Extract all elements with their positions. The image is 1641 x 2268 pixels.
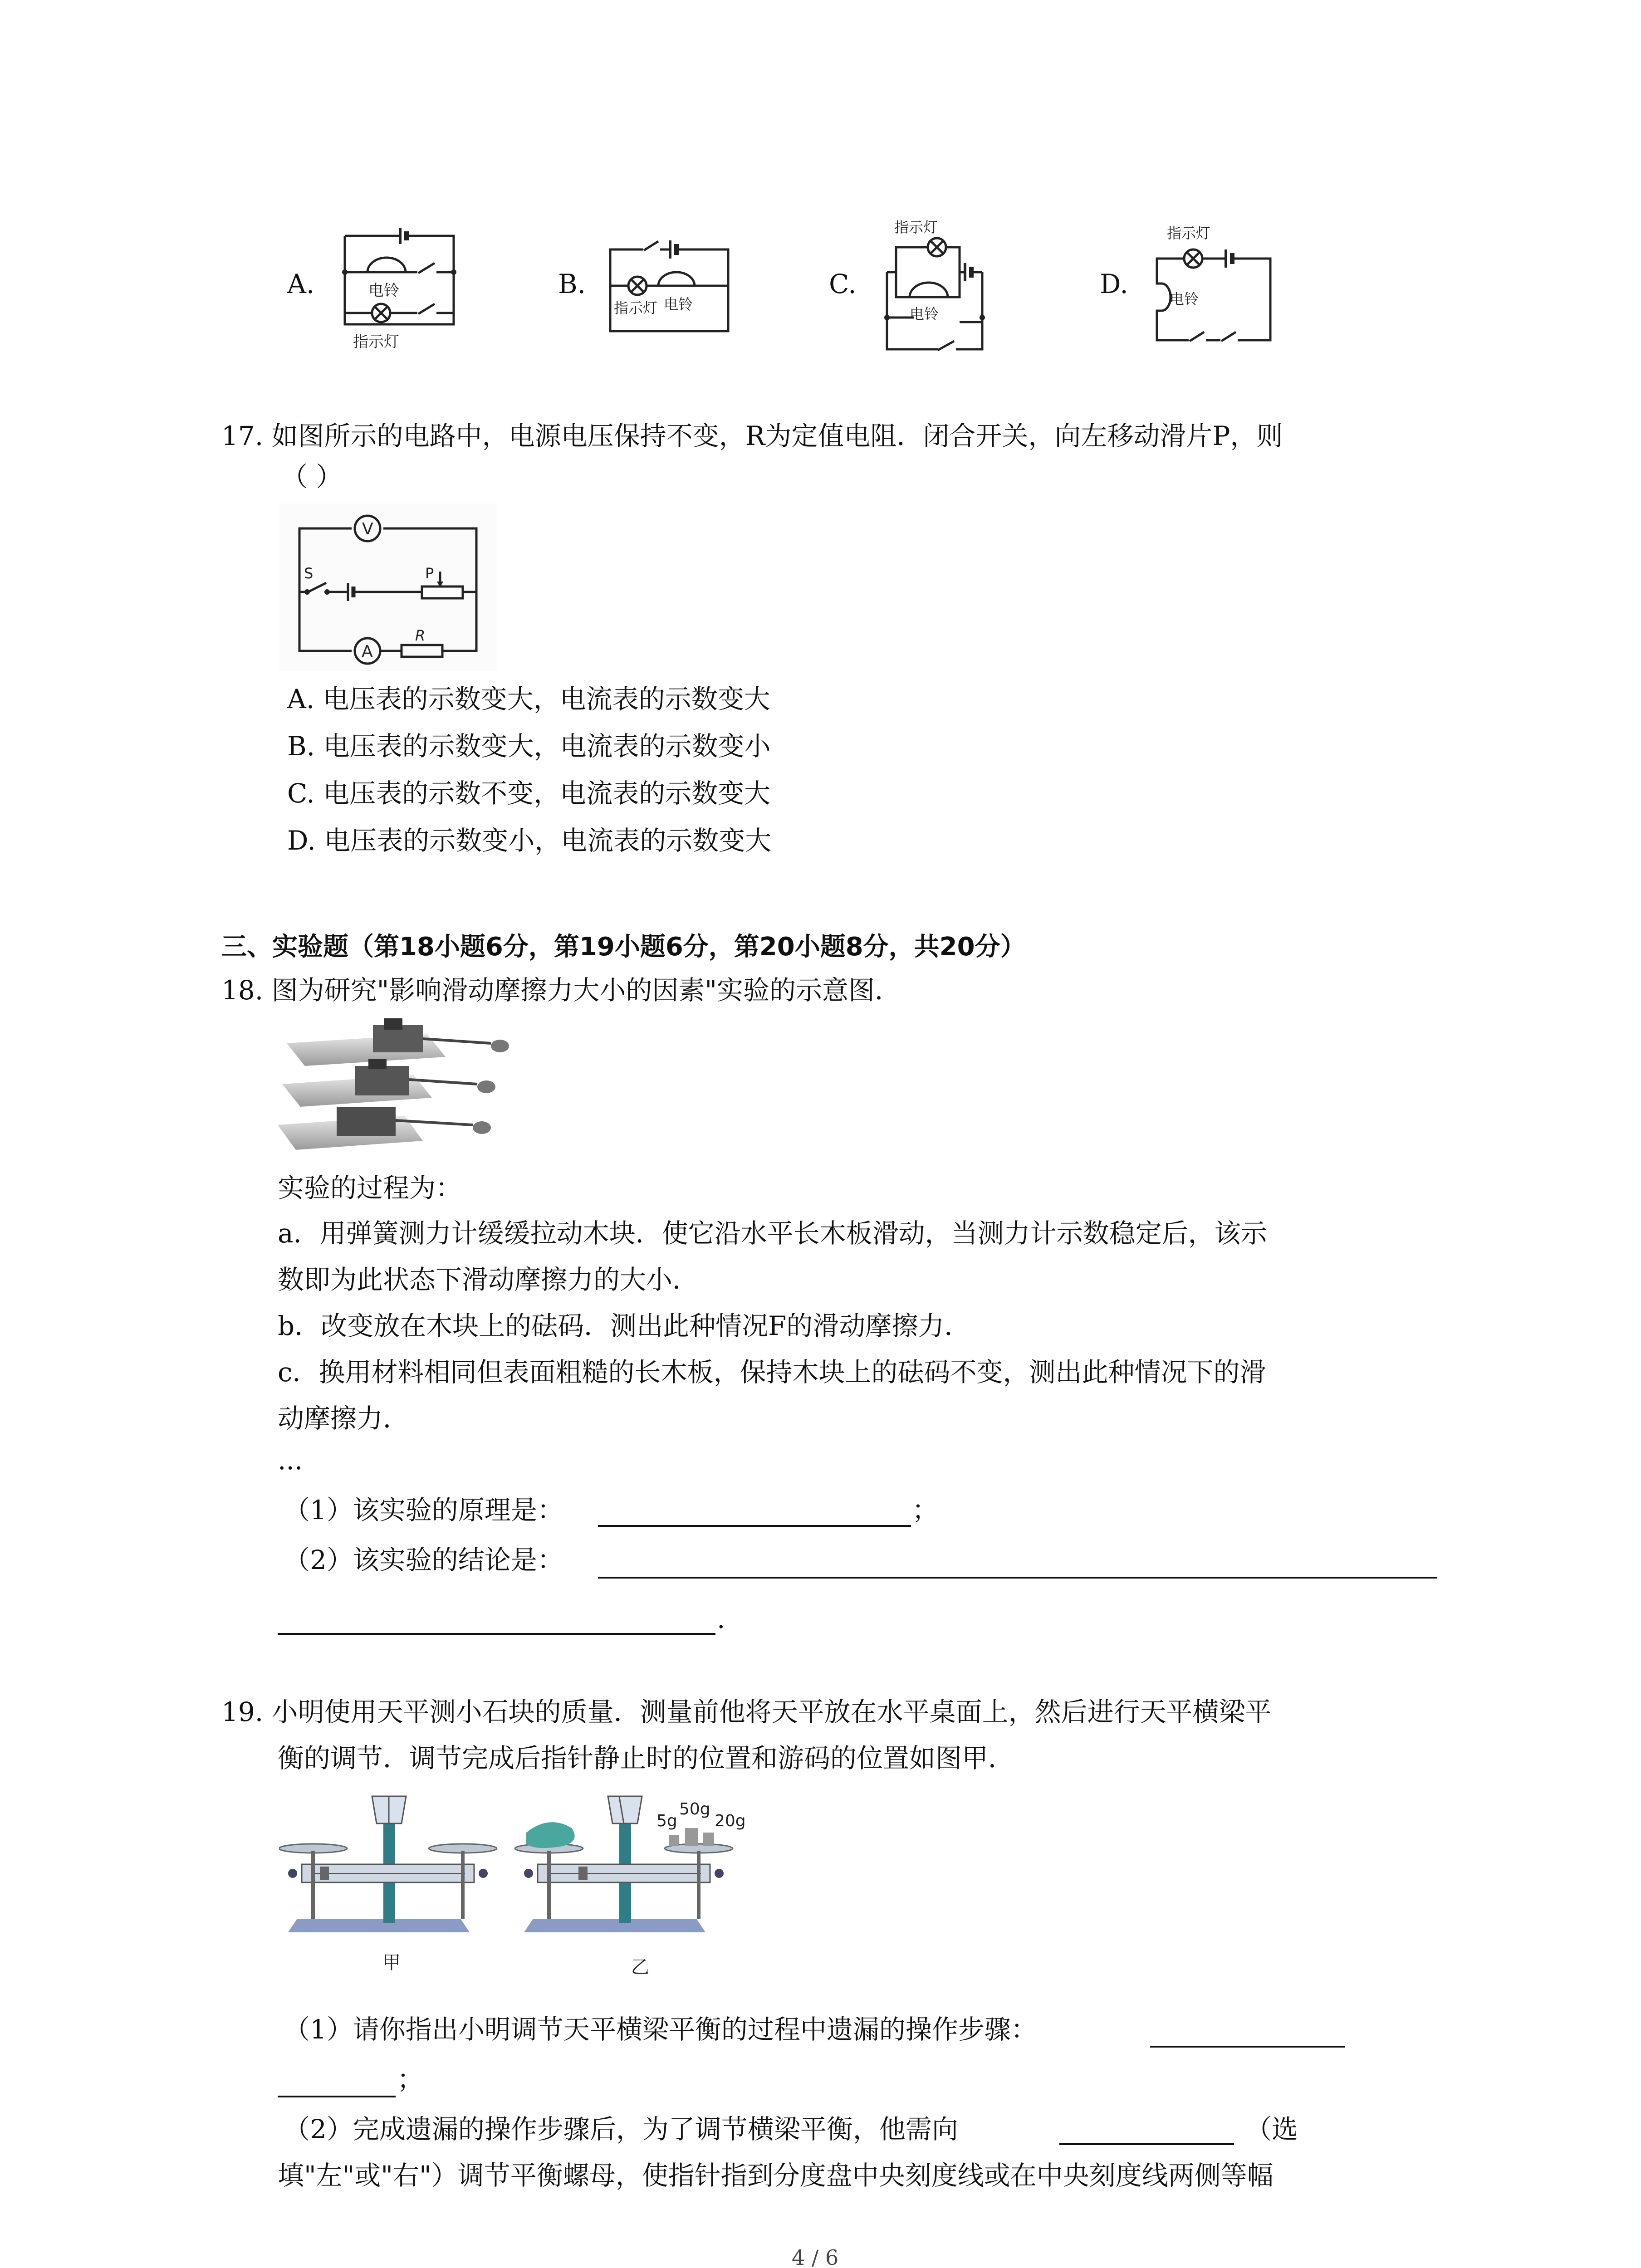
q19-weight-20g: 20g: [715, 1812, 746, 1830]
q18-sub1-answer-blank[interactable]: [598, 1525, 911, 1527]
q18-step-c-line2: 动摩擦力．: [278, 1403, 410, 1434]
q17-stem-line1: 17. 如图所示的电路中，电源电压保持不变，R为定值电阻．闭合开关，向左移动滑片P，则: [221, 420, 1283, 451]
q19-sub2-label: （2）完成遗漏的操作步骤后，为了调节横梁平衡，他需向: [284, 2114, 958, 2145]
q17-switch-label: S: [304, 565, 314, 582]
q18-sub2-answer-blank-line1[interactable]: [598, 1577, 1437, 1579]
stone: [526, 1822, 575, 1848]
q16-circuit-b-diagram: [601, 231, 737, 340]
q19-sub1-label: （1）请你指出小明调节天平横梁平衡的过程中遗漏的操作步骤：: [284, 2014, 1037, 2045]
section-3-heading: 三、实验题（第18小题6分，第19小题6分，第20小题8分，共20分）: [221, 932, 1026, 962]
q16-option-b-letter: B.: [558, 269, 586, 299]
q18-experiment-figure: [278, 1016, 541, 1157]
q18-ellipsis: ...: [278, 1445, 303, 1476]
q18-sub2-label: （2）该实验的结论是：: [284, 1545, 563, 1575]
q17-circuit-diagram: [279, 503, 497, 671]
q18-step-c-line1: c．换用材料相同但表面粗糙的长木板，保持木块上的砝码不变，测出此种情况下的滑: [278, 1357, 1266, 1388]
q19-label-yi: 乙: [631, 1957, 649, 1978]
q16-circuit-d-diagram: [1148, 220, 1284, 347]
q18-step-a-line2: 数即为此状态下滑动摩擦力的大小．: [278, 1264, 699, 1295]
q16-b-lamp-label: 指示灯: [614, 299, 658, 317]
q17-ammeter-label: A: [362, 642, 373, 661]
q17-option-c: C. 电压表的示数不变，电流表的示数变大: [287, 778, 771, 809]
q16-a-bell-label: 电铃: [368, 282, 399, 300]
q19-balance-figure: [279, 1783, 769, 1982]
q18-step-b: b．改变放在木块上的砝码．测出此种情况F的滑动摩擦力．: [278, 1310, 971, 1341]
q17-option-a: A. 电压表的示数变大，电流表的示数变大: [287, 684, 770, 714]
balance-jia: [279, 1796, 497, 1932]
q16-c-bell-label: 电铃: [910, 305, 939, 323]
q19-label-jia: 甲: [382, 1952, 401, 1973]
q19-sub1-answer-blank-line2[interactable]: [278, 2096, 396, 2097]
q17-stem-line2: （ ）: [281, 461, 343, 492]
q17-option-b: B. 电压表的示数变大，电流表的示数变小: [287, 731, 771, 762]
q19-sub2-answer-blank[interactable]: [1059, 2143, 1234, 2145]
q18-process-title: 实验的过程为：: [278, 1173, 462, 1203]
q17-option-d: D. 电压表的示数变小，电流表的示数变大: [287, 825, 772, 856]
q19-sub1-answer-blank-line1[interactable]: [1150, 2046, 1345, 2048]
q18-step-a-line1: a．用弹簧测力计缓缓拉动木块．使它沿水平长木板滑动，当测力计示数稳定后，该示: [278, 1218, 1267, 1249]
q18-sub2-end: .: [717, 1603, 725, 1634]
q18-sub1-end: ；: [912, 1495, 939, 1525]
q18-sub1-label: （1）该实验的原理是：: [284, 1495, 563, 1525]
q19-weight-5g: 5g: [656, 1812, 677, 1830]
q16-circuit-c-diagram: [869, 213, 1014, 358]
q16-d-lamp-label: 指示灯: [1167, 225, 1211, 242]
q19-stem-line2: 衡的调节．调节完成后指针静止时的位置和游码的位置如图甲．: [278, 1743, 1015, 1774]
q16-option-d-letter: D.: [1100, 269, 1128, 299]
q18-sub2-answer-blank-line2[interactable]: [278, 1633, 715, 1635]
q19-sub2-line2: 填"左"或"右"）调节平衡螺母，使指针指到分度盘中央刻度线或在中央刻度线两侧等幅: [278, 2160, 1274, 2191]
q19-stem-line1: 19. 小明使用天平测小石块的质量．测量前他将天平放在水平桌面上，然后进行天平横梁平: [221, 1696, 1272, 1727]
q19-weight-50g: 50g: [679, 1800, 710, 1818]
q17-voltmeter-label: V: [362, 520, 373, 538]
q16-circuit-a-diagram: [318, 222, 463, 358]
q16-b-bell-label: 电铃: [664, 296, 693, 313]
q16-a-lamp-label: 指示灯: [353, 333, 399, 351]
q19-sub1-end: ；: [397, 2064, 424, 2095]
q16-option-a-letter: A.: [287, 269, 315, 299]
q16-d-bell-label: 电铃: [1170, 290, 1199, 308]
q16-option-c-letter: C.: [829, 269, 857, 299]
q17-slider-label: P: [425, 565, 434, 582]
q19-sub2-choice-label: （选: [1245, 2114, 1298, 2145]
q17-resistor-label: R: [415, 627, 426, 644]
q18-stem: 18. 图为研究"影响滑动摩擦力大小的因素"实验的示意图．: [221, 975, 901, 1006]
q16-c-lamp-label: 指示灯: [894, 219, 938, 236]
page-number: 4 / 6: [792, 2245, 839, 2268]
